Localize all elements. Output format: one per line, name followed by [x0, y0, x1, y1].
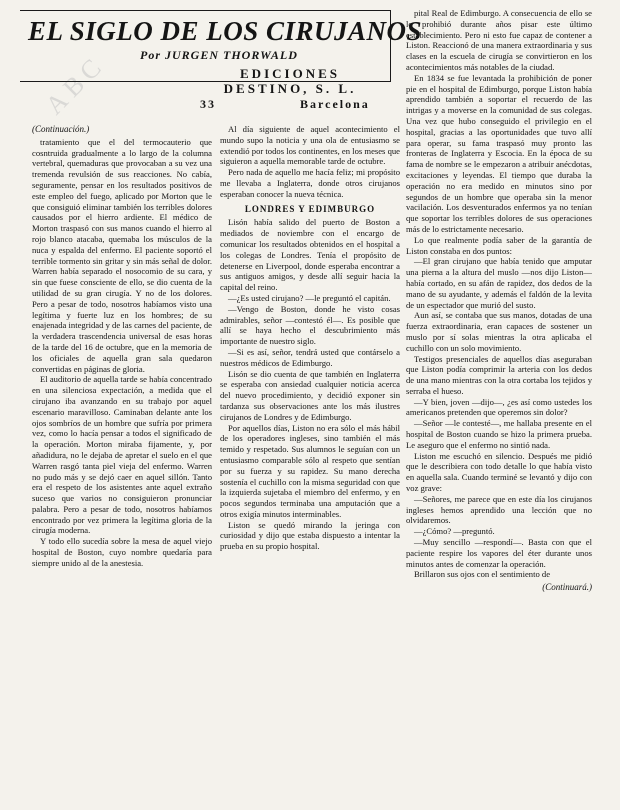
paragraph: Pero nada de aquello me hacía feliz; mi propósito me llevaba a Inglaterra, donde otros cirujanos esperaban conocer la nueva técnica. [220, 167, 400, 199]
paragraph: tratamiento que el del termocauterio que cosntruida gradualmente a lo largo de la columna vertebral, quemaduras que provocaban a su vez una tremenda revulsión de sus reacciones. No cabía, seguramente, pensar en los resultados positivos de este empleo del fuego, aplicado por Morton que le que consiguió eliminar también los terribles dolores causados por el hierro ardiente. El médico de Morton traspasó con sus manos cuando el hierro al rojo blanco atacaba, quemaba los músculos de la nuca y espalda del enfermo. El paciente soportó el terrible tormento sin gritar y sin más señal de dolor. Warren había separado el nosocomio de su cara, y sin que fuese consciente de ello, se dio cuenta de la utilidad de su gran cirugía. Y no de los dolores. Pero a pesar de todo, nosotros habíamos visto una legítima y fuerte luz en los hombres; de su enajenada integridad y de las carnes del paciente, de la verdadera trascendencia universal de esas horas de la tarde del 16 de octubre, que en la memoria de los oficiales de aquella gran sala quedaron convertidas en páginas de gloria. [32, 136, 212, 374]
paragraph: —El gran cirujano que había tenido que amputar una pierna a la altura del muslo —nos dijo Liston— había cortado, en su afán de rapidez, dos dedos de la mano de su ayudante, y además el faldón de la levita de un espectador que murió del susto. [406, 256, 592, 310]
column-2 [220, 124, 400, 796]
paragraph: Liston me escuchó en silencio. Después me pidió que le describiera con todo detalle lo que había visto en aquella sala. Cuando terminé se levantó y dijo con voz grave: [406, 450, 592, 494]
publisher-address: 33 [200, 97, 216, 111]
paragraph: —Señor —le contesté—, me hallaba presente en el hospital de Boston cuando se hizo la primera prueba. Le aseguro que el enfermo no sintió nada. [406, 418, 592, 450]
paragraph: —Vengo de Boston, donde he visto cosas admirables, señor —contestó él—. Es posible que allí se haya hecho el descubrimiento más importante de nuestro siglo. [220, 303, 400, 347]
paragraph: Lisón se dio cuenta de que también en Inglaterra se esperaba con ansiedad cualquier noticia acerca del nuevo procedimiento, y decidió exponer sin tardanza sus observaciones ante los más ilustres cirujanos de Londres y de Edimburgo. [220, 368, 400, 422]
paragraph: —¿Es usted cirujano? —le preguntó el capitán. [228, 292, 391, 303]
paragraph: El auditorio de aquella tarde se había concentrado en una silenciosa expectación, a medida que el cirujano iba avanzando en su trabajo por aquel escenario maravilloso. Caminaban delante ante los ojos sombríos de un hombre que sufría por primera vez, como lo hacía pensar a todos el significado de la operación. Morton miraba fijamente, y, por añadidura, no le dejaba de apretar el suelo en el que Warren rasgó tanta piel vieja del enfermo. Warren no pudo más y se dejó caer en aquel sillón. Tanto era el respeto de los asistentes ante aquel extraño suceso que varios no consiguieron pronunciar palabra. Pero a pesar de todo, nosotros habíamos encontrado por vez primera la legítima gloria de la cirugía moderna. [32, 374, 212, 536]
publisher-company: DESTINO, S. L. [223, 81, 357, 96]
paragraph: Y todo ello sucedía sobre la mesa de aquel viejo hospital de Boston, cuyo nombre quedaría para siempre unido al de la anestesia. [32, 536, 212, 568]
publisher-block [200, 66, 380, 96]
to-be-continued-note: (Continuará.) [542, 582, 592, 593]
paragraph: pital Real de Edimburgo. A consecuencia de ello se lo prohibió durante años pisar este último establecimiento. Pero ni esto fue capaz de contener a Liston. Reaccionó de una manera extraordinaria y sus clases en la escuela de cirugía se convirtieron en los acontecimientos más notables de la ciudad. [406, 8, 592, 72]
paragraph: En 1834 se fue levantada la prohibición de poner pie en el hospital de Edimburgo, porque Liston había aprendido también a soportar el recuerdo de las intrigas y a moverse en la comunidad de sus colegas. Una vez que hubo conseguido el privilegio en el hospital, gracias a las oportunidades que tuvo allí para operar, su fama traspasó muy pronto las fronteras de Inglaterra y Escocia. En la época de su fama de nombre se le empezaron a atribuir anécdotas, excitaciones y leyendas. El tiempo que duraba la operación no era medido en minutos sino por segundos de un hombre que operaba sin la menor vacilación. Los desventurados enfermos ya no tenían que soportar los terribles dolores de sus operaciones más de lo estrictamente necesario. [406, 72, 592, 234]
page-title: EL SIGLO DE LOS CIRUJANOS [28, 16, 423, 46]
paragraph: Por aquellos días, Liston no era sólo el más hábil de los operadores ingleses, sino también el más temido y respetado. Sus alumnos le seguían con un entusiasmo comparable sólo al respeto que sentían por su fuerza y su rapidez. Su mano derecha sostenía el cuchillo con la misma seguridad con que la izquierda sujetaba el miembro del enfermo, y en pocos segundos terminaba una amputación que a otros exigía minutos interminables. [220, 422, 400, 519]
column-1 [32, 124, 212, 796]
paragraph: —Y bien, joven —dijo—, ¿es así como ustedes los americanos pretenden que operemos sin dolor? [406, 396, 592, 418]
section-heading: LONDRES Y EDIMBURGO [244, 203, 376, 214]
paragraph: Lisón había salido del puerto de Boston a mediados de noviembre con el encargo de comunicar los resultados obtenidos en el hospital a los colegas de Londres. Tenía el propósito de detenerse en Liverpool, donde esperaba encontrar a sus antiguos amigos, y desde allí seguir hacia la capital del reino. [220, 217, 400, 293]
paragraph: —¿Cómo? —preguntó. [414, 526, 495, 537]
paragraph: —Muy sencillo —respondí—. Basta con que el paciente respire los vapores del éter durante unos minutos antes de comenzar la operación. [406, 537, 592, 569]
paragraph: Liston se quedó mirando la jeringa con curiosidad y dijo que estaba dispuesto a intentar la prueba en su propio hospital. [220, 519, 400, 552]
paragraph: —Señores, me parece que en este día los cirujanos ingleses hemos aprendido una lección que no olvidaremos. [406, 493, 592, 526]
watermark: ABC [39, 49, 111, 121]
continued-note: (Continuación.) [32, 124, 90, 134]
publisher-name: EDICIONES [240, 66, 340, 81]
paragraph: —Si es así, señor, tendrá usted que contárselo a nuestros médicos de Edimburgo. [220, 346, 400, 368]
paragraph: Lo que realmente podía saber de la garantía de Liston constaba en dos puntos: [406, 234, 592, 256]
column-3 [406, 8, 592, 796]
paragraph: Brillaron sus ojos con el sentimiento de [414, 569, 551, 580]
paragraph: Al día siguiente de aquel acontecimiento el mundo supo la noticia y una ola de entusiasmo se extendió por todos los continentes, en los meses que siguieron a aquella memorable tarde de octubre. [220, 124, 400, 167]
author-byline: Por JURGEN THORWALD [140, 48, 298, 62]
paragraph: Aun así, se contaba que sus manos, dotadas de una fuerza extraordinaria, eran capaces de sostener un muslo por sí solas mientras la otra aplicaba el cuchillo con un solo movimiento. [406, 310, 592, 353]
publisher-city: Barcelona [300, 97, 370, 111]
paragraph: Testigos presenciales de aquellos días aseguraban que Liston podía comprimir la arteria con los dedos de una mano mientras con la otra cortaba los tejidos y serraba el hueso. [406, 353, 592, 396]
